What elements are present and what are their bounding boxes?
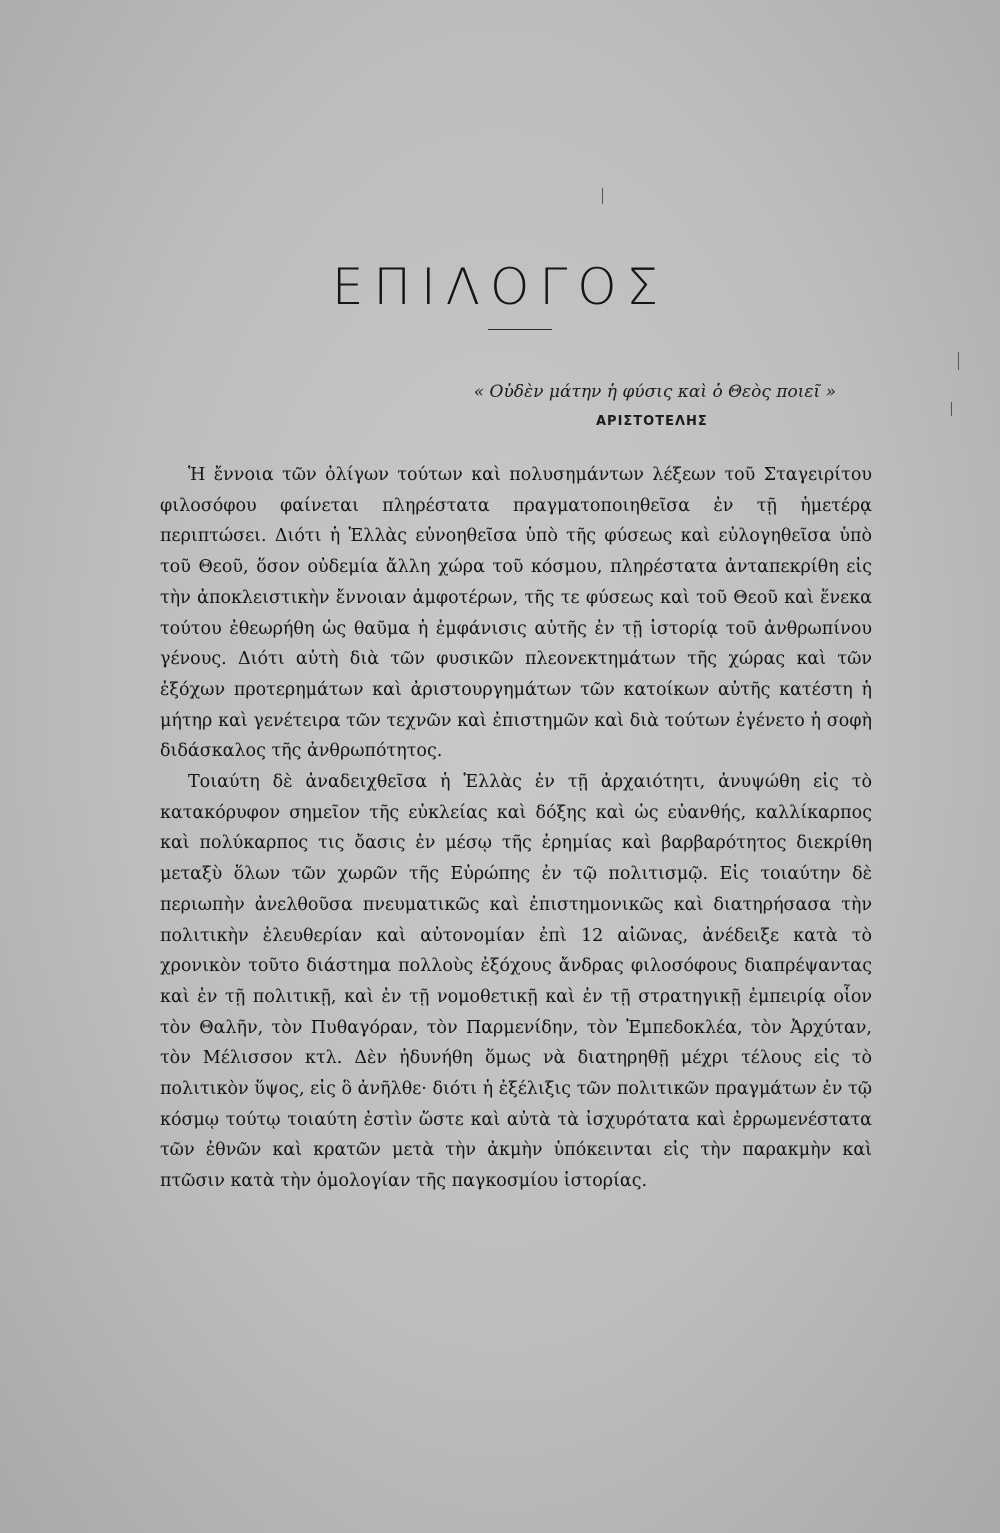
epigraph-author: ΑΡΙΣΤΟΤΕΛΗΣ xyxy=(596,414,708,429)
epigraph-quote: « Οὐδὲν μάτην ἡ φύσις καὶ ὁ Θεὸς ποιεῖ » xyxy=(473,382,836,402)
paragraph-1: Ἡ ἔννοια τῶν ὀλίγων τούτων καὶ πολυσημάντων λέξεων τοῦ Σταγειρίτου φιλοσόφου φαίνεται πληρέστατα πραγματοποιηθεῖσα ἐν τῇ ἡμετέρᾳ περιπτώσει. Διότι ἡ Ἑλλὰς εὐνοηθεῖσα ὑπὸ τῆς φύσεως καὶ εὐλογηθεῖσα ὑπὸ τοῦ Θεοῦ, ὅσον οὐδεμία ἄλλη χώρα τοῦ κόσμου, πληρέστατα ἀνταπεκρίθη εἰς τὴν ἀποκλειστικὴν ἔννοιαν ἀμφοτέρων, τῆς τε φύσεως καὶ τοῦ Θεοῦ καὶ ἕνεκα τούτου ἐθεωρήθη ὡς θαῦμα ἡ ἐμφάνισις αὐτῆς ἐν τῇ ἱστορίᾳ τοῦ ἀνθρωπίνου γένους. Διότι αὐτὴ διὰ τῶν φυσικῶν πλεονεκτημάτων τῆς χώρας καὶ τῶν ἐξόχων προτερημάτων καὶ ἀριστουργημάτων τῶν κατοίκων αὐτῆς κατέστη ἡ μήτηρ καὶ γενέτειρα τῶν τεχνῶν καὶ ἐπιστημῶν καὶ διὰ τούτων ἐγένετο ἡ σοφὴ διδάσκαλος τῆς ἀνθρωπότητος. xyxy=(160,465,872,762)
title-rule xyxy=(488,329,552,330)
page-title: ΕΠΙΛΟΓΟΣ xyxy=(331,258,669,316)
paper-mark xyxy=(951,402,952,416)
paper-mark xyxy=(958,352,959,370)
body-text xyxy=(160,460,872,1197)
paper-mark xyxy=(602,188,603,204)
paragraph-2: Τοιαύτη δὲ ἀναδειχθεῖσα ἡ Ἑλλὰς ἐν τῇ ἀρχαιότητι, ἀνυψώθη εἰς τὸ κατακόρυφον σημεῖον τῆς εὐκλείας καὶ δόξης καὶ ὡς εὐανθής, καλλίκαρπος καὶ πολύκαρπος τις ὄασις ἐν μέσῳ τῆς ἐρημίας καὶ βαρβαρότητος διεκρίθη μεταξὺ ὅλων τῶν χωρῶν τῆς Εὐρώπης ἐν τῷ πολιτισμῷ. Εἰς τοιαύτην δὲ περιωπὴν ἀνελθοῦσα πνευματικῶς καὶ ἐπιστημονικῶς καὶ διατηρήσασα τὴν πολιτικὴν ἐλευθερίαν καὶ αὐτονομίαν ἐπὶ 12 αἰῶνας, ἀνέδειξε κατὰ τὸ χρονικὸν τοῦτο διάστημα πολλοὺς ἐξόχους ἄνδρας φιλοσόφους διαπρέψαντας καὶ ἐν τῇ πολιτικῇ, καὶ ἐν τῇ νομοθετικῇ καὶ ἐν τῇ στρατηγικῇ ἐμπειρίᾳ οἷον τὸν Θαλῆν, τὸν Πυθαγόραν, τὸν Παρμενίδην, τὸν Ἐμπεδοκλέα, τὸν Ἀρχύταν, τὸν Μέλισσον κτλ. Δὲν ἠδυνήθη ὅμως νὰ διατηρηθῇ μέχρι τέλους εἰς τὸ πολιτικὸν ὕψος, εἰς ὃ ἀνῆλθε· διότι ἡ ἐξέλιξις τῶν πολιτικῶν πραγμάτων ἐν τῷ κόσμῳ τούτῳ τοιαύτη ἐστὶν ὥστε καὶ αὐτὰ τὰ ἰσχυρότατα καὶ ἐρρωμενέστατα τῶν ἐθνῶν καὶ κρατῶν μετὰ τὴν ἀκμὴν ὑπόκεινται εἰς τὴν παρακμὴν καὶ πτῶσιν κατὰ τὴν ὁμολογίαν τῆς παγκοσμίου ἱστορίας. xyxy=(160,772,872,1192)
